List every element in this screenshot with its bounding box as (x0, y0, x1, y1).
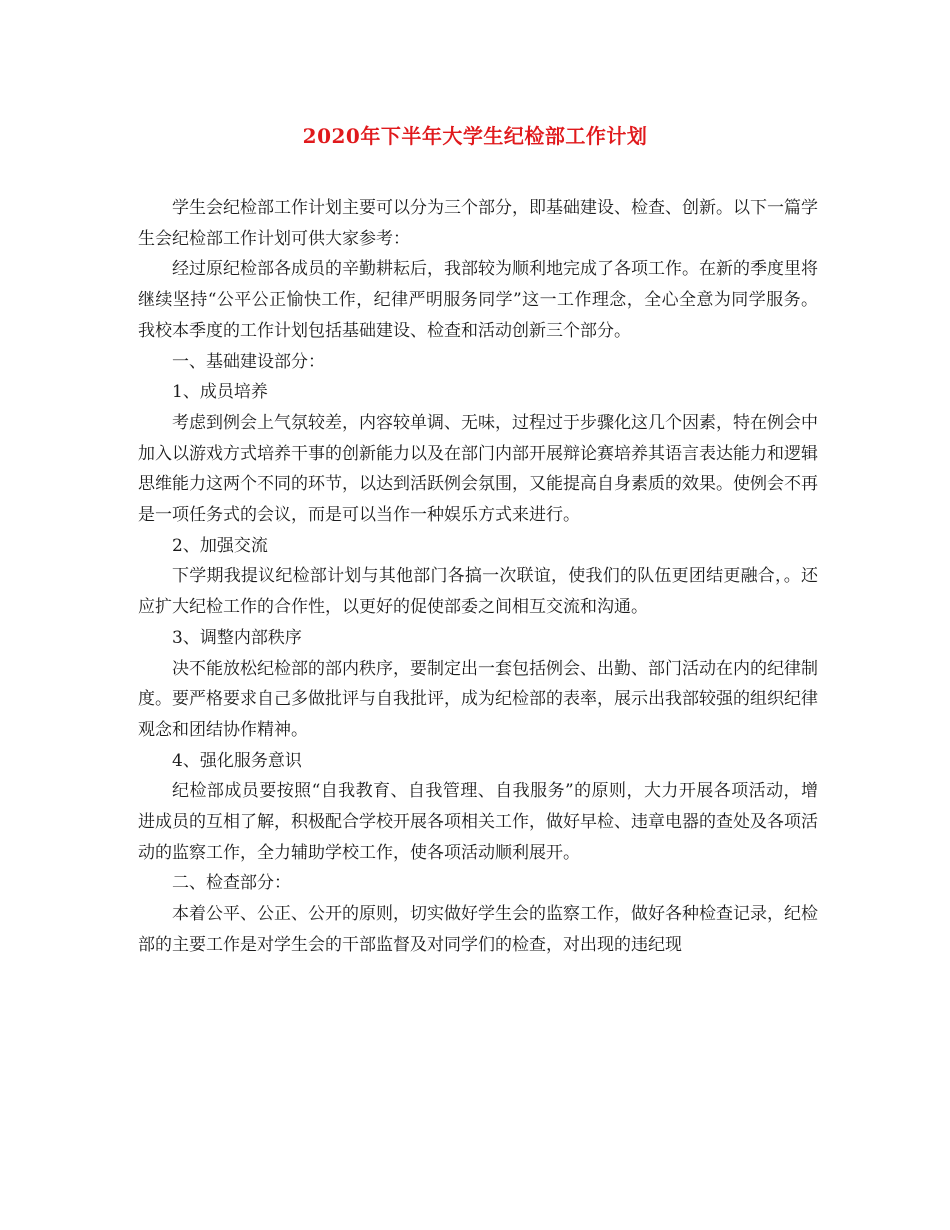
paragraph-background: 经过原纪检部各成员的辛勤耕耘后，我部较为顺利地完成了各项工作。在新的季度里将继续坚持“公平公正愉快工作，纪律严明服务同学”这一工作理念，全心全意为同学服务。我校本季度的工作计划包括基础建设、检查和活动创新三个部分。 (138, 259, 818, 341)
subheading-member-training: 1、成员培养 (172, 382, 268, 403)
paragraph-strengthen-communication: 下学期我提议纪检部计划与其他部门各搞一次联谊，使我们的队伍更团结更融合，。还应扩大纪检工作的合作性，以更好的促使部委之间相互交流和沟通。 (138, 566, 818, 618)
page-title: 2020年下半年大学生纪检部工作计划 (302, 124, 648, 148)
section-heading-basic-construction: 一、基础建设部分： (172, 351, 325, 372)
section-heading-inspection: 二、检查部分： (172, 873, 291, 894)
subheading-strengthen-communication: 2、加强交流 (172, 535, 268, 556)
document-body (138, 193, 818, 961)
subheading-internal-order: 3、调整内部秩序 (172, 627, 302, 648)
paragraph-service-awareness: 纪检部成员要按照“自我教育、自我管理、自我服务”的原则，大力开展各项活动，增进成员的互相了解，积极配合学校开展各项相关工作，做好早检、违章电器的查处及各项活动的监察工作，全力辅助学校工作，使各项活动顺利展开。 (138, 781, 818, 863)
subheading-service-awareness: 4、强化服务意识 (172, 750, 302, 771)
paragraph-internal-order: 决不能放松纪检部的部内秩序，要制定出一套包括例会、出勤、部门活动在内的纪律制度。要严格要求自己多做批评与自我批评，成为纪检部的表率，展示出我部较强的组织纪律观念和团结协作精神。 (138, 658, 818, 740)
paragraph-intro: 学生会纪检部工作计划主要可以分为三个部分，即基础建设、检查、创新。以下一篇学生会纪检部工作计划可供大家参考： (138, 198, 818, 249)
paragraph-inspection: 本着公平、公正、公开的原则，切实做好学生会的监察工作，做好各种检查记录，纪检部的主要工作是对学生会的干部监督及对同学们的检查，对出现的违纪现 (138, 904, 818, 955)
paragraph-member-training: 考虑到例会上气氛较差，内容较单调、无味，过程过于步骤化这几个因素，特在例会中加入以游戏方式培养干事的创新能力以及在部门内部开展辩论赛培养其语言表达能力和逻辑思维能力这两个不同的环节，以达到活跃例会氛围，又能提高自身素质的效果。使例会不再是一项任务式的会议，而是可以当作一种娱乐方式来进行。 (138, 412, 818, 526)
